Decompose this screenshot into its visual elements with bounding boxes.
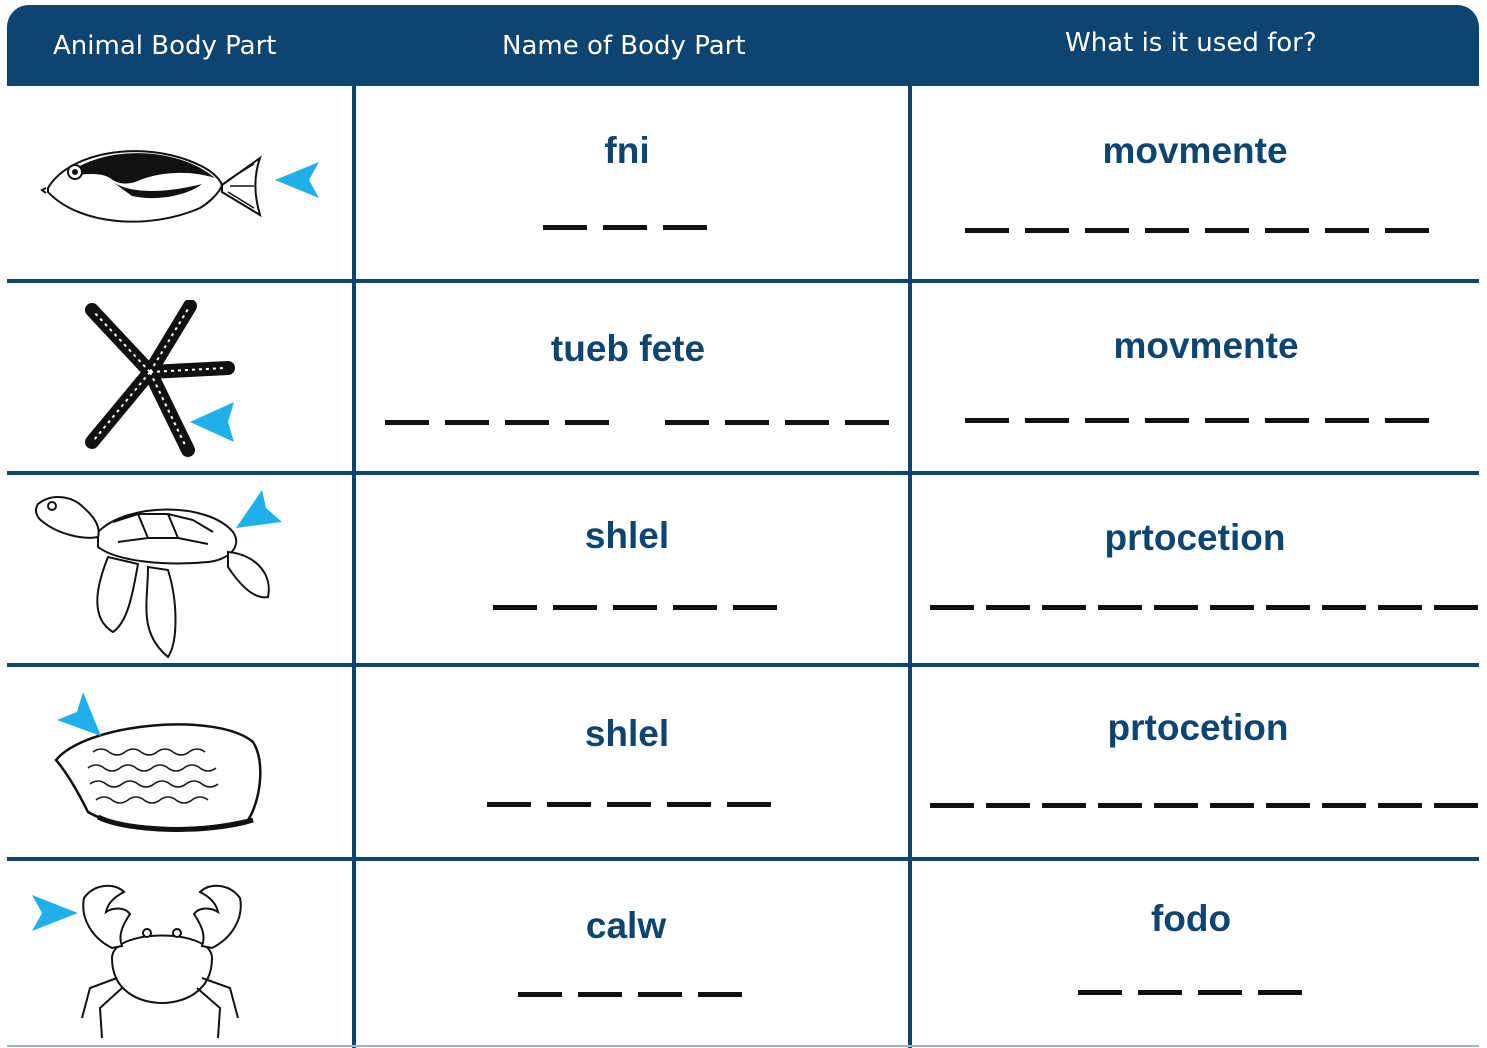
header-name-of-body-part: Name of Body Part [502, 30, 746, 61]
scrambled-name: tueb fete [550, 328, 706, 369]
arrow-pointer-icon [30, 893, 80, 933]
scrambled-name: shlel [584, 713, 670, 754]
scrambled-name: shlel [584, 515, 670, 556]
scrambled-use: movmente [1113, 325, 1299, 366]
table-header [7, 5, 1479, 86]
answer-blanks-use[interactable] [1078, 990, 1302, 995]
answer-blanks-name[interactable] [385, 420, 889, 425]
scrambled-use: prtocetion [1104, 517, 1286, 558]
scrambled-use: prtocetion [1107, 707, 1289, 748]
answer-blanks-use[interactable] [965, 418, 1429, 423]
column-divider-1 [352, 86, 356, 1048]
fish-icon [40, 130, 270, 235]
crab-icon [72, 878, 252, 1043]
arrow-pointer-icon [232, 488, 284, 532]
row-divider [7, 471, 1479, 475]
row-divider [7, 663, 1479, 667]
arrow-pointer-icon [188, 400, 238, 444]
answer-blanks-use[interactable] [930, 605, 1478, 610]
answer-blanks-name[interactable] [487, 802, 771, 807]
scrambled-name: calw [585, 905, 667, 946]
scrambled-use: fodo [1150, 898, 1232, 939]
answer-blanks-name[interactable] [493, 605, 777, 610]
answer-blanks-use[interactable] [930, 803, 1478, 808]
answer-blanks-name[interactable] [543, 225, 707, 230]
answer-blanks-name[interactable] [518, 992, 742, 997]
row-divider [7, 279, 1479, 283]
arrow-pointer-icon [273, 160, 323, 200]
scrambled-name: fni [604, 130, 650, 171]
scrambled-use: movmente [1102, 130, 1288, 171]
arrow-pointer-icon [55, 690, 105, 738]
answer-blanks-use[interactable] [965, 228, 1429, 233]
column-divider-2 [908, 86, 912, 1048]
header-animal-body-part: Animal Body Part [53, 30, 277, 61]
row-divider [7, 857, 1479, 861]
header-what-is-it-used-for: What is it used for? [1065, 27, 1317, 58]
table-bottom-edge [7, 1045, 1479, 1047]
